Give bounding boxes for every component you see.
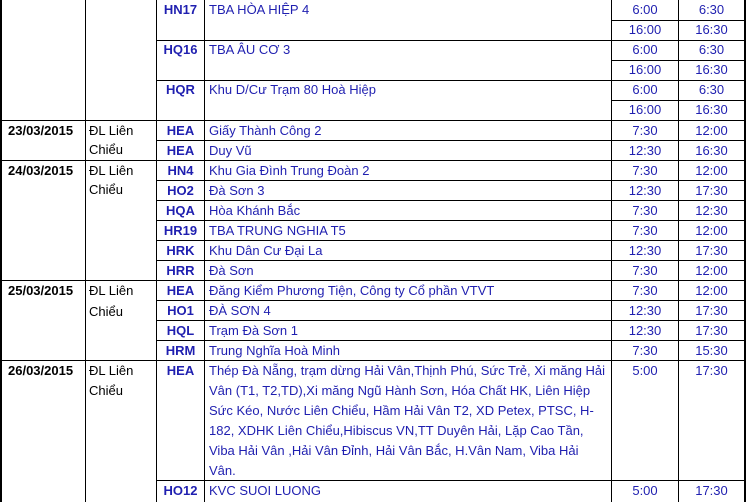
end-time-cell: 16:30 <box>695 102 728 117</box>
start-time-cell: 12:30 <box>628 243 662 258</box>
grid-line <box>85 0 86 502</box>
code-cell: HRR <box>166 263 195 278</box>
date-cell: 25/03/2015 <box>8 283 74 298</box>
end-time-cell: 12:00 <box>695 123 728 138</box>
end-time-cell: 16:30 <box>695 22 728 37</box>
unit-cell: Chiểu <box>89 304 123 319</box>
location-cell: Hòa Khánh Bắc <box>209 203 301 218</box>
unit-cell: ĐL Liên <box>89 123 134 138</box>
code-cell: HN17 <box>163 2 198 17</box>
date-cell: 23/03/2015 <box>8 123 74 138</box>
location-cell: KVC SUOI LUONG <box>209 483 321 498</box>
location-cell: Đăng Kiểm Phương Tiện, Công ty Cổ phần VTVT <box>209 283 495 298</box>
code-cell: HEA <box>166 283 195 298</box>
end-time-cell: 12:00 <box>695 283 728 298</box>
date-cell: 24/03/2015 <box>8 163 74 178</box>
unit-cell: ĐL Liên <box>89 363 134 378</box>
location-cell: TBA HÒA HIỆP 4 <box>209 2 310 17</box>
code-cell: HEA <box>166 363 195 378</box>
start-time-cell: 16:00 <box>628 62 662 77</box>
start-time-cell: 7:30 <box>632 283 658 298</box>
location-cell: TBA ÂU CƠ 3 <box>209 42 291 57</box>
code-cell: HQ16 <box>163 42 198 57</box>
start-time-cell: 5:00 <box>632 483 658 498</box>
unit-cell: ĐL Liên <box>89 283 134 298</box>
code-cell: HO2 <box>167 183 194 198</box>
end-time-cell: 15:30 <box>695 343 728 358</box>
end-time-cell: 6:30 <box>698 2 725 17</box>
end-time-cell: 6:30 <box>698 82 725 97</box>
start-time-cell: 12:30 <box>628 323 662 338</box>
location-cell: Khu D/Cư Trạm 80 Hoà Hiệp <box>209 82 376 97</box>
code-cell: HO1 <box>167 303 194 318</box>
code-cell: HRK <box>166 243 195 258</box>
end-time-cell: 17:30 <box>695 483 728 498</box>
unit-cell: Chiểu <box>89 182 123 197</box>
unit-cell: Chiểu <box>89 142 123 157</box>
start-time-cell: 12:30 <box>628 143 662 158</box>
code-cell: HRM <box>165 343 196 358</box>
start-time-cell: 7:30 <box>632 343 658 358</box>
end-time-cell: 17:30 <box>695 183 728 198</box>
end-time-cell: 17:30 <box>695 243 728 258</box>
location-cell: Khu Dân Cư Đại La <box>209 243 323 258</box>
start-time-cell: 7:30 <box>632 123 658 138</box>
start-time-cell: 12:30 <box>628 183 662 198</box>
location-cell: Duy Vũ <box>209 143 252 158</box>
end-time-cell: 6:30 <box>698 42 725 57</box>
code-cell: HQA <box>166 203 195 218</box>
location-cell: Đà Sơn <box>209 263 254 278</box>
code-cell: HN4 <box>167 163 194 178</box>
location-cell: Khu Gia Đình Trung Đoàn 2 <box>209 163 370 178</box>
location-cell: Đà Sơn 3 <box>209 183 265 198</box>
start-time-cell: 12:30 <box>628 303 662 318</box>
end-time-cell: 17:30 <box>695 323 728 338</box>
code-cell: HO12 <box>163 483 198 498</box>
end-time-cell: 17:30 <box>695 363 728 378</box>
start-time-cell: 6:00 <box>632 42 658 57</box>
start-time-cell: 7:30 <box>632 263 658 278</box>
location-cell: Giấy Thành Công 2 <box>209 123 322 138</box>
start-time-cell: 7:30 <box>632 163 658 178</box>
code-cell: HQL <box>166 323 195 338</box>
start-time-cell: 5:00 <box>632 363 658 378</box>
start-time-cell: 6:00 <box>632 2 658 17</box>
code-cell: HQR <box>166 82 195 97</box>
code-cell: HR19 <box>163 223 198 238</box>
grid-line <box>0 0 2 502</box>
end-time-cell: 12:00 <box>695 163 728 178</box>
end-time-cell: 17:30 <box>695 303 728 318</box>
date-cell: 26/03/2015 <box>8 363 74 378</box>
start-time-cell: 7:30 <box>632 203 658 218</box>
start-time-cell: 16:00 <box>628 22 662 37</box>
location-cell: Thép Đà Nẵng, trạm dừng Hải Vân,Thịnh Phú, Sức Trẻ, Xi măng Hải Vân (T1, T2,TD),Xi măng Ngũ Hành Sơn, Hóa Chất HK, Liên Hiệp Sức Kéo, Nước Liên Chiểu, Hầm Hải Vân T2, XD Petex, PTSC, H-182, XDHK Liên Chiểu,Hibiscus VN,TT Duyên Hải, Lặp Cao Tần, Viba Hải Vân ,Hải Vân Đỉnh, Hải Vân Bắc, H.Vân Nam, Viba Hải Vân. <box>209 363 606 478</box>
unit-cell: Chiểu <box>89 383 123 398</box>
start-time-cell: 6:00 <box>632 82 658 97</box>
location-cell: TBA TRUNG NGHIA T5 <box>209 223 346 238</box>
end-time-cell: 12:00 <box>695 263 728 278</box>
unit-cell: ĐL Liên <box>89 163 134 178</box>
end-time-cell: 12:30 <box>695 203 728 218</box>
location-cell: Trạm Đà Sơn 1 <box>209 323 298 338</box>
code-cell: HEA <box>166 123 195 138</box>
end-time-cell: 16:30 <box>695 62 728 77</box>
location-cell: Trung Nghĩa Hoà Minh <box>209 343 341 358</box>
grid-line <box>204 0 205 502</box>
start-time-cell: 16:00 <box>628 102 662 117</box>
end-time-cell: 12:00 <box>695 223 728 238</box>
location-cell: ĐÀ SƠN 4 <box>209 303 271 318</box>
end-time-cell: 16:30 <box>695 143 728 158</box>
code-cell: HEA <box>166 143 195 158</box>
start-time-cell: 7:30 <box>632 223 658 238</box>
